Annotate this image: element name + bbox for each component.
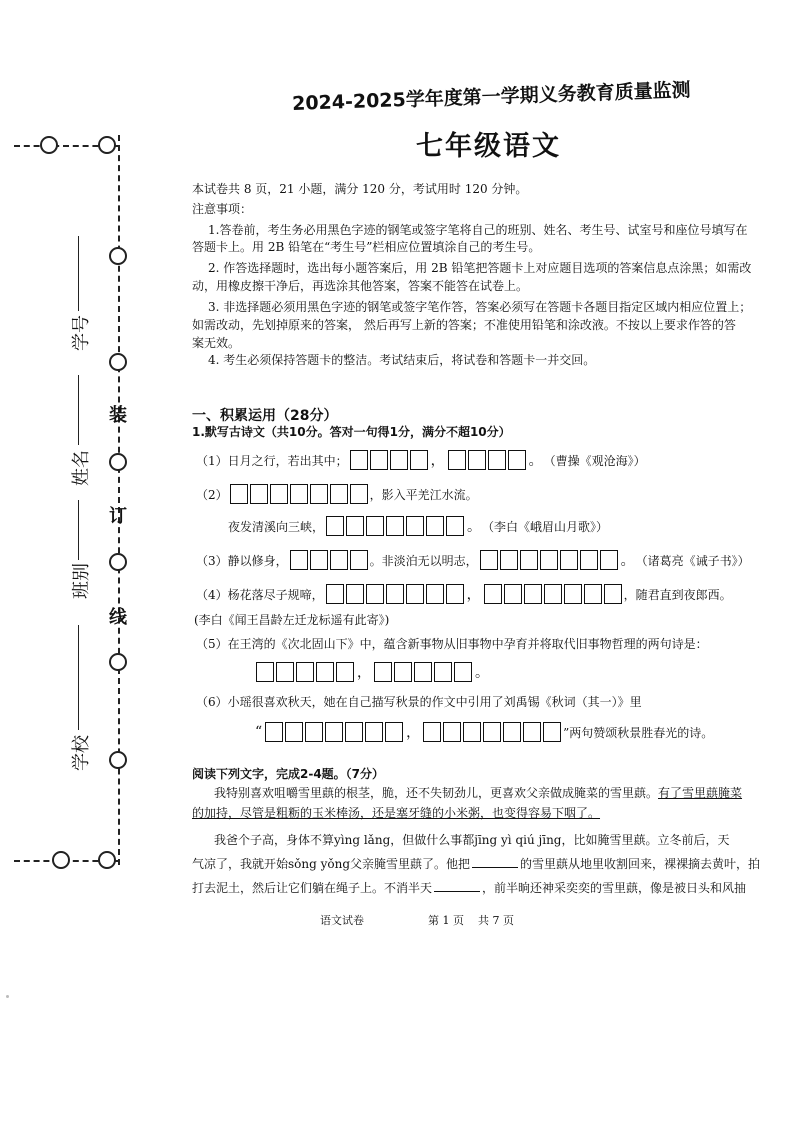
reading-line: 我爸个子高，身体不算yìng lǎng，但做什么事都jīng yì qiú jīng，比如腌雪里蕻。立冬前后，天 bbox=[214, 833, 730, 847]
answer-boxes[interactable] bbox=[480, 550, 618, 570]
reading-text: ，前半晌还神采奕奕的雪里蕻，像是被日头和风抽 bbox=[482, 881, 747, 895]
reading-underlined-text: 有了雪里蕻腌菜 bbox=[658, 786, 743, 800]
binding-hole bbox=[109, 353, 127, 371]
answer-boxes[interactable] bbox=[350, 450, 428, 470]
q1-item-2-mid: ，影入平羌江水流。 bbox=[369, 487, 478, 502]
footer-page: 第 1 页 bbox=[428, 914, 464, 927]
notice-line: 2. 作答选择题时，选出每小题答案后，用 2B 铅笔把答题卡上对应题目选项的答案信息点涂黑；如需改 bbox=[208, 261, 752, 275]
fill-blank[interactable] bbox=[472, 857, 518, 868]
subject-title: 七年级语文 bbox=[416, 131, 561, 162]
reading-line bbox=[214, 785, 742, 801]
student-no-field[interactable] bbox=[78, 236, 79, 311]
footer-total: 共 7 页 bbox=[478, 914, 514, 927]
reading-text: 气凉了，我就开始sǒng yǒng父亲腌雪里蕻了。他把 bbox=[192, 857, 471, 871]
q1-item-5-answer: ， 。 bbox=[254, 662, 490, 682]
notice-line: 1.答卷前，考生务必用黑色字迹的钢笔或签字笔将自己的班别、姓名、考生号、试室号和座位号填写在 bbox=[208, 223, 748, 237]
binding-hole bbox=[109, 453, 127, 471]
notice-line: 答题卡上。用 2B 铅笔在“考生号”栏相应位置填涂自己的考生号。 bbox=[192, 240, 541, 254]
class-label: 班别 bbox=[71, 563, 92, 599]
binding-hole bbox=[109, 751, 127, 769]
notice-line: 动，用橡皮擦干净后，再选涂其他答案，答案不能答在试卷上。 bbox=[192, 279, 529, 293]
notice-line: 3. 非选择题必须用黑色字迹的钢笔或签字笔作答，答案必须写在答题卡各题目指定区域内相应位置上； bbox=[208, 300, 752, 314]
answer-boxes[interactable] bbox=[326, 516, 464, 536]
answer-boxes[interactable] bbox=[290, 550, 368, 570]
question-1-title: 1.默写古诗文（共10分。答对一句得1分，满分不超10分） bbox=[192, 425, 511, 439]
q1-item-3: （3）静以修身， 。非淡泊无以明志， 。 （诸葛亮《诫子书》） bbox=[196, 550, 750, 570]
q1-item-3-mid: 。非淡泊无以明志， bbox=[369, 553, 478, 568]
q1-item-2 bbox=[196, 484, 478, 504]
answer-boxes[interactable] bbox=[374, 662, 472, 682]
reading-text: 的雪里蕻从地里收割回来，裸裸摘去黄叶，拍 bbox=[520, 857, 761, 871]
section-title: 一、积累运用（28分） bbox=[192, 408, 338, 424]
answer-boxes[interactable] bbox=[230, 484, 368, 504]
answer-boxes[interactable] bbox=[423, 722, 561, 742]
class-field[interactable] bbox=[78, 500, 79, 560]
q1-item-1-source: （曹操《观沧海》） bbox=[543, 453, 646, 468]
q1-item-5-text: （5）在王湾的《次北固山下》中，蕴含新事物从旧事物中孕育并将取代旧事物哲理的两句诗是： bbox=[196, 637, 708, 651]
q1-item-2b-prefix: 夜发清溪向三峡， bbox=[228, 519, 325, 534]
reading-text: 我特别喜欢咀嚼雪里蕻的根茎，脆，还不失韧劲儿，更喜欢父亲做成腌菜的雪里蕻。 bbox=[214, 786, 659, 800]
q1-item-4-suffix: ，随君直到夜郎西。 bbox=[623, 587, 732, 602]
student-no-label: 学号 bbox=[71, 315, 92, 351]
answer-boxes[interactable] bbox=[326, 584, 464, 604]
binding-hole bbox=[52, 851, 70, 869]
q1-item-6-open-quote: “ bbox=[255, 724, 263, 740]
notice-line: 如需改动，先划掉原来的答案， 然后再写上新的答案；不准使用铅笔和涂改液。不按以上要求作答的答 bbox=[192, 318, 736, 332]
name-label: 姓名 bbox=[71, 450, 92, 486]
binding-char-zhuang: 装 bbox=[109, 405, 127, 426]
binding-hole bbox=[98, 136, 116, 154]
q1-item-2-prefix: （2） bbox=[196, 487, 228, 502]
scan-speck bbox=[6, 995, 9, 998]
binding-char-ding: 订 bbox=[109, 506, 127, 527]
answer-boxes[interactable] bbox=[448, 450, 526, 470]
binding-char-xian: 线 bbox=[109, 607, 127, 628]
exam-summary: 本试卷共 8 页，21 小题，满分 120 分，考试用时 120 分钟。 bbox=[192, 182, 528, 196]
q1-item-1-prefix: （1）日月之行，若出其中； bbox=[196, 453, 348, 468]
binding-hole bbox=[40, 136, 58, 154]
q1-item-3-prefix: （3）静以修身， bbox=[196, 553, 288, 568]
answer-boxes[interactable] bbox=[484, 584, 622, 604]
fill-blank[interactable] bbox=[434, 881, 480, 892]
name-field[interactable] bbox=[78, 375, 79, 445]
footer-paper: 语文试卷 bbox=[320, 914, 364, 927]
reading-text: 打去泥土，然后让它们躺在绳子上。不消半天 bbox=[192, 881, 433, 895]
binding-hole bbox=[109, 247, 127, 265]
school-field[interactable] bbox=[78, 625, 79, 730]
reading-title: 阅读下列文字，完成2-4题。（7分） bbox=[192, 767, 385, 781]
binding-hole bbox=[98, 851, 116, 869]
q1-item-1: （1）日月之行，若出其中； ， 。 （曹操《观沧海》） bbox=[196, 450, 646, 470]
binding-hole bbox=[109, 653, 127, 671]
reading-line bbox=[192, 856, 760, 872]
q1-item-2b-source: （李白《峨眉山月歌》） bbox=[482, 519, 609, 534]
notice-title: 注意事项： bbox=[192, 202, 253, 216]
q1-item-2b: 夜发清溪向三峡， 。 （李白《峨眉山月歌》） bbox=[228, 516, 608, 536]
notice-line: 案无效。 bbox=[192, 336, 241, 350]
school-label: 学校 bbox=[71, 735, 92, 771]
exam-title: 2024-2025学年度第一学期义务教育质量监测 bbox=[291, 79, 691, 115]
q1-item-4-source: (李白《闻王昌龄左迁龙标遥有此寄》) bbox=[194, 613, 390, 627]
answer-boxes[interactable] bbox=[256, 662, 354, 682]
q1-item-6-answer: “ ， ”两句赞颂秋景胜春光的诗。 bbox=[255, 724, 714, 741]
binding-hole bbox=[109, 553, 127, 571]
notice-line: 4. 考生必须保持答题卡的整洁。考试结束后，将试卷和答题卡一并交回。 bbox=[208, 353, 596, 367]
reading-underlined-line: 的加持，尽管是粗粝的玉米棒汤，还是塞牙缝的小米粥，也变得容易下咽了。 bbox=[192, 806, 601, 820]
q1-item-3-source: （诸葛亮《诫子书》） bbox=[635, 553, 750, 568]
reading-line bbox=[192, 880, 746, 896]
q1-item-4: （4）杨花落尽子规啼， ， ，随君直到夜郎西。 bbox=[196, 584, 732, 604]
answer-boxes[interactable] bbox=[265, 722, 403, 742]
q1-item-4-prefix: （4）杨花落尽子规啼， bbox=[196, 587, 324, 602]
q1-item-6-text: （6）小瑶很喜欢秋天，她在自己描写秋景的作文中引用了刘禹锡《秋词（其一）》里 bbox=[196, 695, 642, 709]
q1-item-6-suffix: ”两句赞颂秋景胜春光的诗。 bbox=[563, 725, 714, 740]
